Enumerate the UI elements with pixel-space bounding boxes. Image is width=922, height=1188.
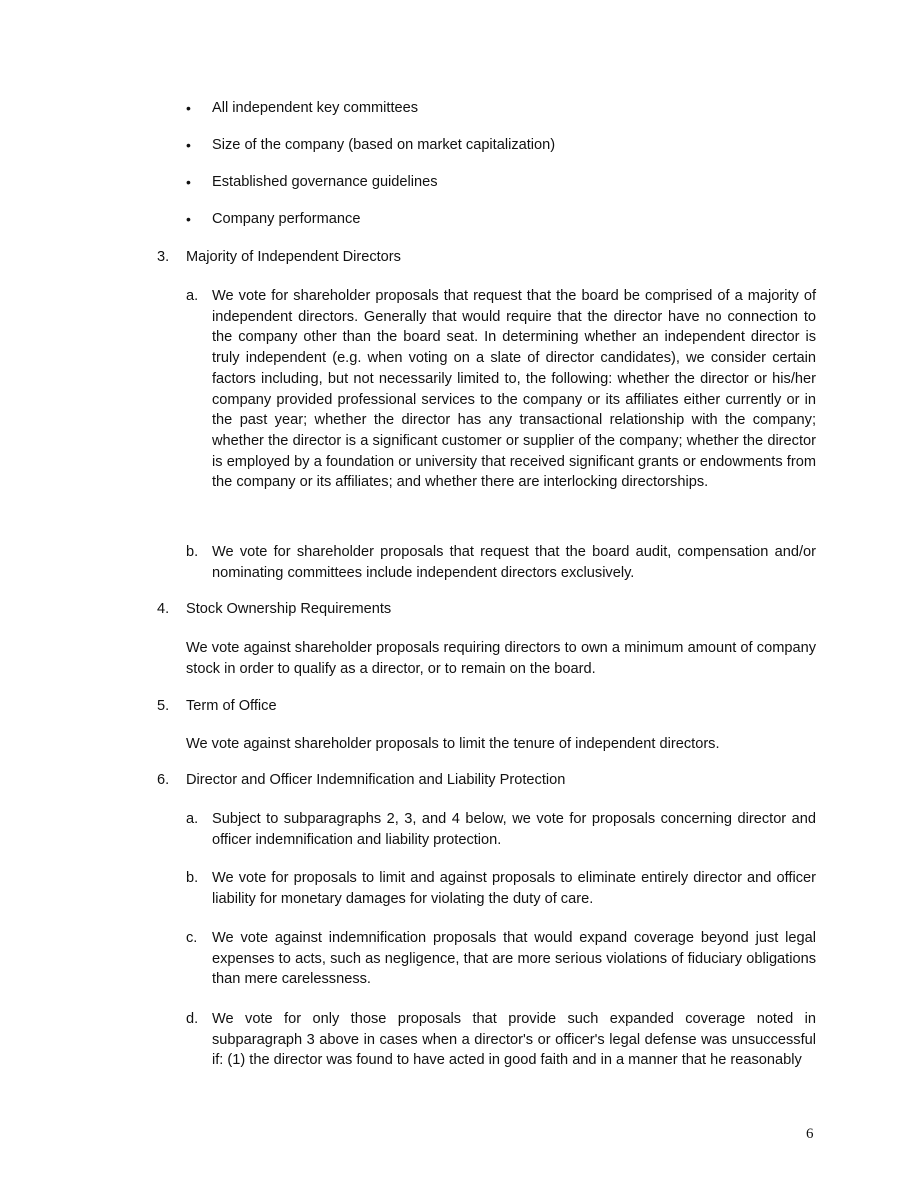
bullet-item: Size of the company (based on market capitalization) [212, 137, 556, 153]
bullet-dot: • [186, 137, 191, 153]
subsection-letter: b. [186, 544, 199, 560]
subsection-paragraph: Subject to subparagraphs 2, 3, and 4 below, we vote for proposals concerning director and officer indemnification and liability protection. [212, 811, 816, 848]
subsection-letter: a. [186, 288, 199, 304]
section-paragraph: We vote against shareholder proposals to limit the tenure of independent directors. [186, 736, 720, 752]
bullet-dot: • [186, 100, 191, 116]
section-number: 6. [157, 772, 170, 788]
section-number: 3. [157, 249, 170, 265]
subsection-letter: b. [186, 870, 199, 886]
subsection-letter: d. [186, 1011, 199, 1027]
section-heading: Director and Officer Indemnification and Liability Protection [186, 772, 566, 788]
subsection-paragraph: We vote for only those proposals that provide such expanded coverage noted in subparagraph 3 above in cases when a director's or officer's legal defense was unsuccessful if: (1) the director was found to have acted in good faith and in a manner that he reasonably [212, 1011, 816, 1069]
subsection-letter: c. [186, 930, 198, 946]
page-number: 6 [806, 1126, 814, 1142]
bullet-dot: • [186, 174, 191, 190]
section-heading: Term of Office [186, 698, 277, 714]
bullet-item: Company performance [212, 211, 361, 227]
subsection-paragraph: We vote for shareholder proposals that request that the board be comprised of a majority of independent directors. Generally that would require that the director have no connection to the company other than the board seat. In determining whether an independent director is truly independent (e.g. when voting on a slate of director candidates), we consider certain factors including, but not necessarily limited to, the following: whether the director or his/her company provided professional services to the company or its affiliates either currently or in the past year; whether the director has any transactional relationship with the company; whether the director is a significant customer or supplier of the company; whether the director is employed by a foundation or university that received significant grants or endowments from the company or its affiliates; and whether there are interlocking directorships. [212, 288, 816, 491]
section-number: 4. [157, 601, 170, 617]
section-number: 5. [157, 698, 170, 714]
section-paragraph: We vote against shareholder proposals requiring directors to own a minimum amount of company stock in order to qualify as a director, or to remain on the board. [186, 640, 816, 677]
section-heading: Stock Ownership Requirements [186, 601, 392, 617]
bullet-item: All independent key committees [212, 100, 419, 116]
bullet-item: Established governance guidelines [212, 174, 438, 190]
subsection-paragraph: We vote for shareholder proposals that request that the board audit, compensation and/or nominating committees include independent directors exclusively. [212, 544, 816, 581]
subsection-paragraph: We vote against indemnification proposals that would expand coverage beyond just legal expenses to acts, such as negligence, that are more serious violations of fiduciary obligations than mere carelessness. [212, 930, 816, 988]
bullet-dot: • [186, 211, 191, 227]
subsection-paragraph: We vote for proposals to limit and against proposals to eliminate entirely director and officer liability for monetary damages for violating the duty of care. [212, 870, 816, 907]
subsection-letter: a. [186, 811, 199, 827]
section-heading: Majority of Independent Directors [186, 249, 401, 265]
